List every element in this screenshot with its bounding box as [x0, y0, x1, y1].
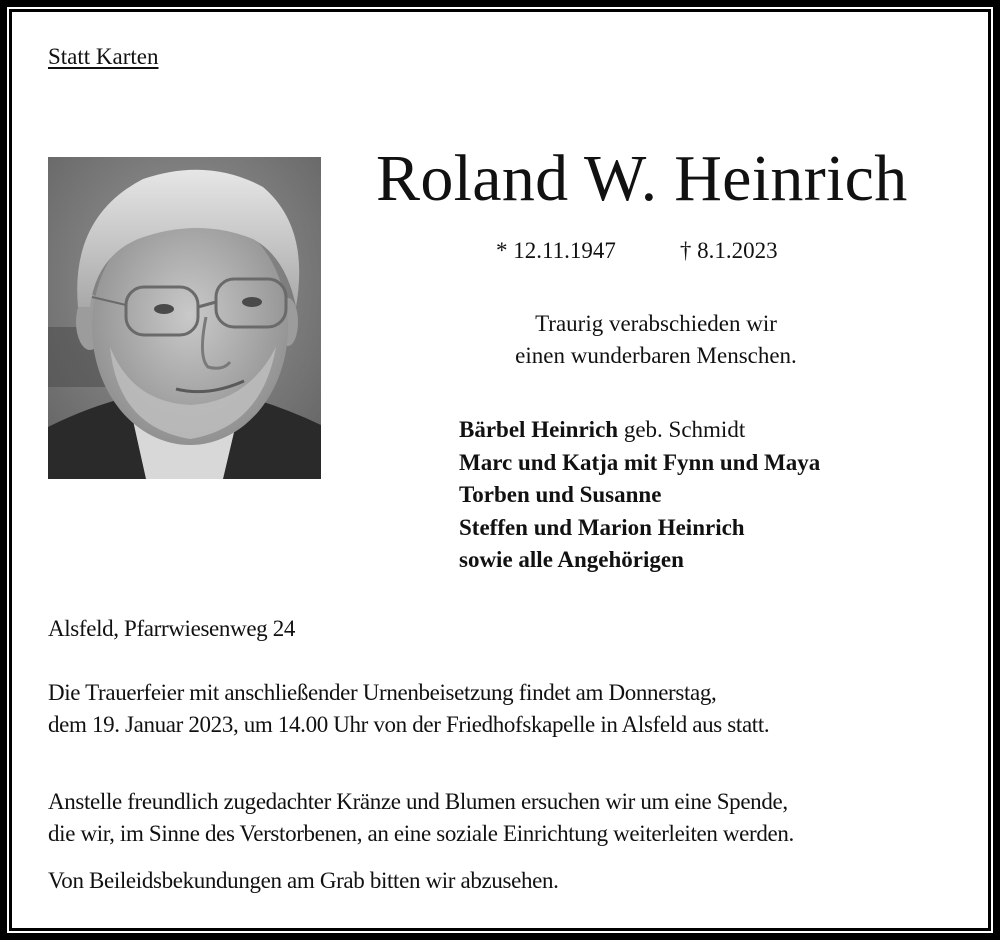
- ceremony-info: [48, 677, 769, 741]
- birth-date: * 12.11.1947: [496, 238, 616, 263]
- death-date: † 8.1.2023: [679, 238, 778, 263]
- family-note: geb. Schmidt: [618, 417, 746, 442]
- ceremony-line: Die Trauerfeier mit anschließender Urnenbeisetzung findet am Donnerstag,: [48, 680, 717, 705]
- address: Alsfeld, Pfarrwiesenweg 24: [48, 616, 296, 641]
- mourning-text: [466, 308, 846, 372]
- life-dates: [496, 238, 778, 264]
- family-list: [459, 414, 820, 577]
- condolence-note: Von Beileidsbekundungen am Grab bitten wir abzusehen.: [48, 868, 559, 893]
- family-entry: [459, 447, 820, 480]
- ceremony-line: dem 19. Januar 2023, um 14.00 Uhr von der Friedhofskapelle in Alsfeld aus statt.: [48, 712, 770, 737]
- mourning-line: Traurig verabschieden wir: [535, 311, 777, 336]
- family-name: Torben und Susanne: [459, 482, 662, 507]
- portrait-illustration: [48, 157, 321, 479]
- donation-line: Anstelle freundlich zugedachter Kränze und Blumen ersuchen wir um eine Spende,: [48, 789, 788, 814]
- family-entry: [459, 544, 820, 577]
- donation-line: die wir, im Sinne des Verstorbenen, an eine soziale Einrichtung weiterleiten werden.: [48, 821, 794, 846]
- family-entry: [459, 414, 820, 447]
- deceased-name: Roland W. Heinrich: [376, 142, 908, 215]
- statt-karten-label: Statt Karten: [48, 44, 159, 69]
- obituary-card: [12, 12, 988, 928]
- family-name: Marc und Katja mit Fynn und Maya: [459, 449, 821, 475]
- donation-request: [48, 786, 794, 850]
- mourning-line: einen wunderbaren Menschen.: [515, 343, 797, 368]
- family-name: Steffen und Marion Heinrich: [459, 514, 745, 540]
- family-name: Bärbel Heinrich: [459, 417, 619, 442]
- portrait-photo: [48, 157, 321, 479]
- family-entry: [459, 512, 820, 545]
- family-entry: [459, 479, 820, 512]
- family-name: sowie alle Angehörigen: [459, 547, 684, 572]
